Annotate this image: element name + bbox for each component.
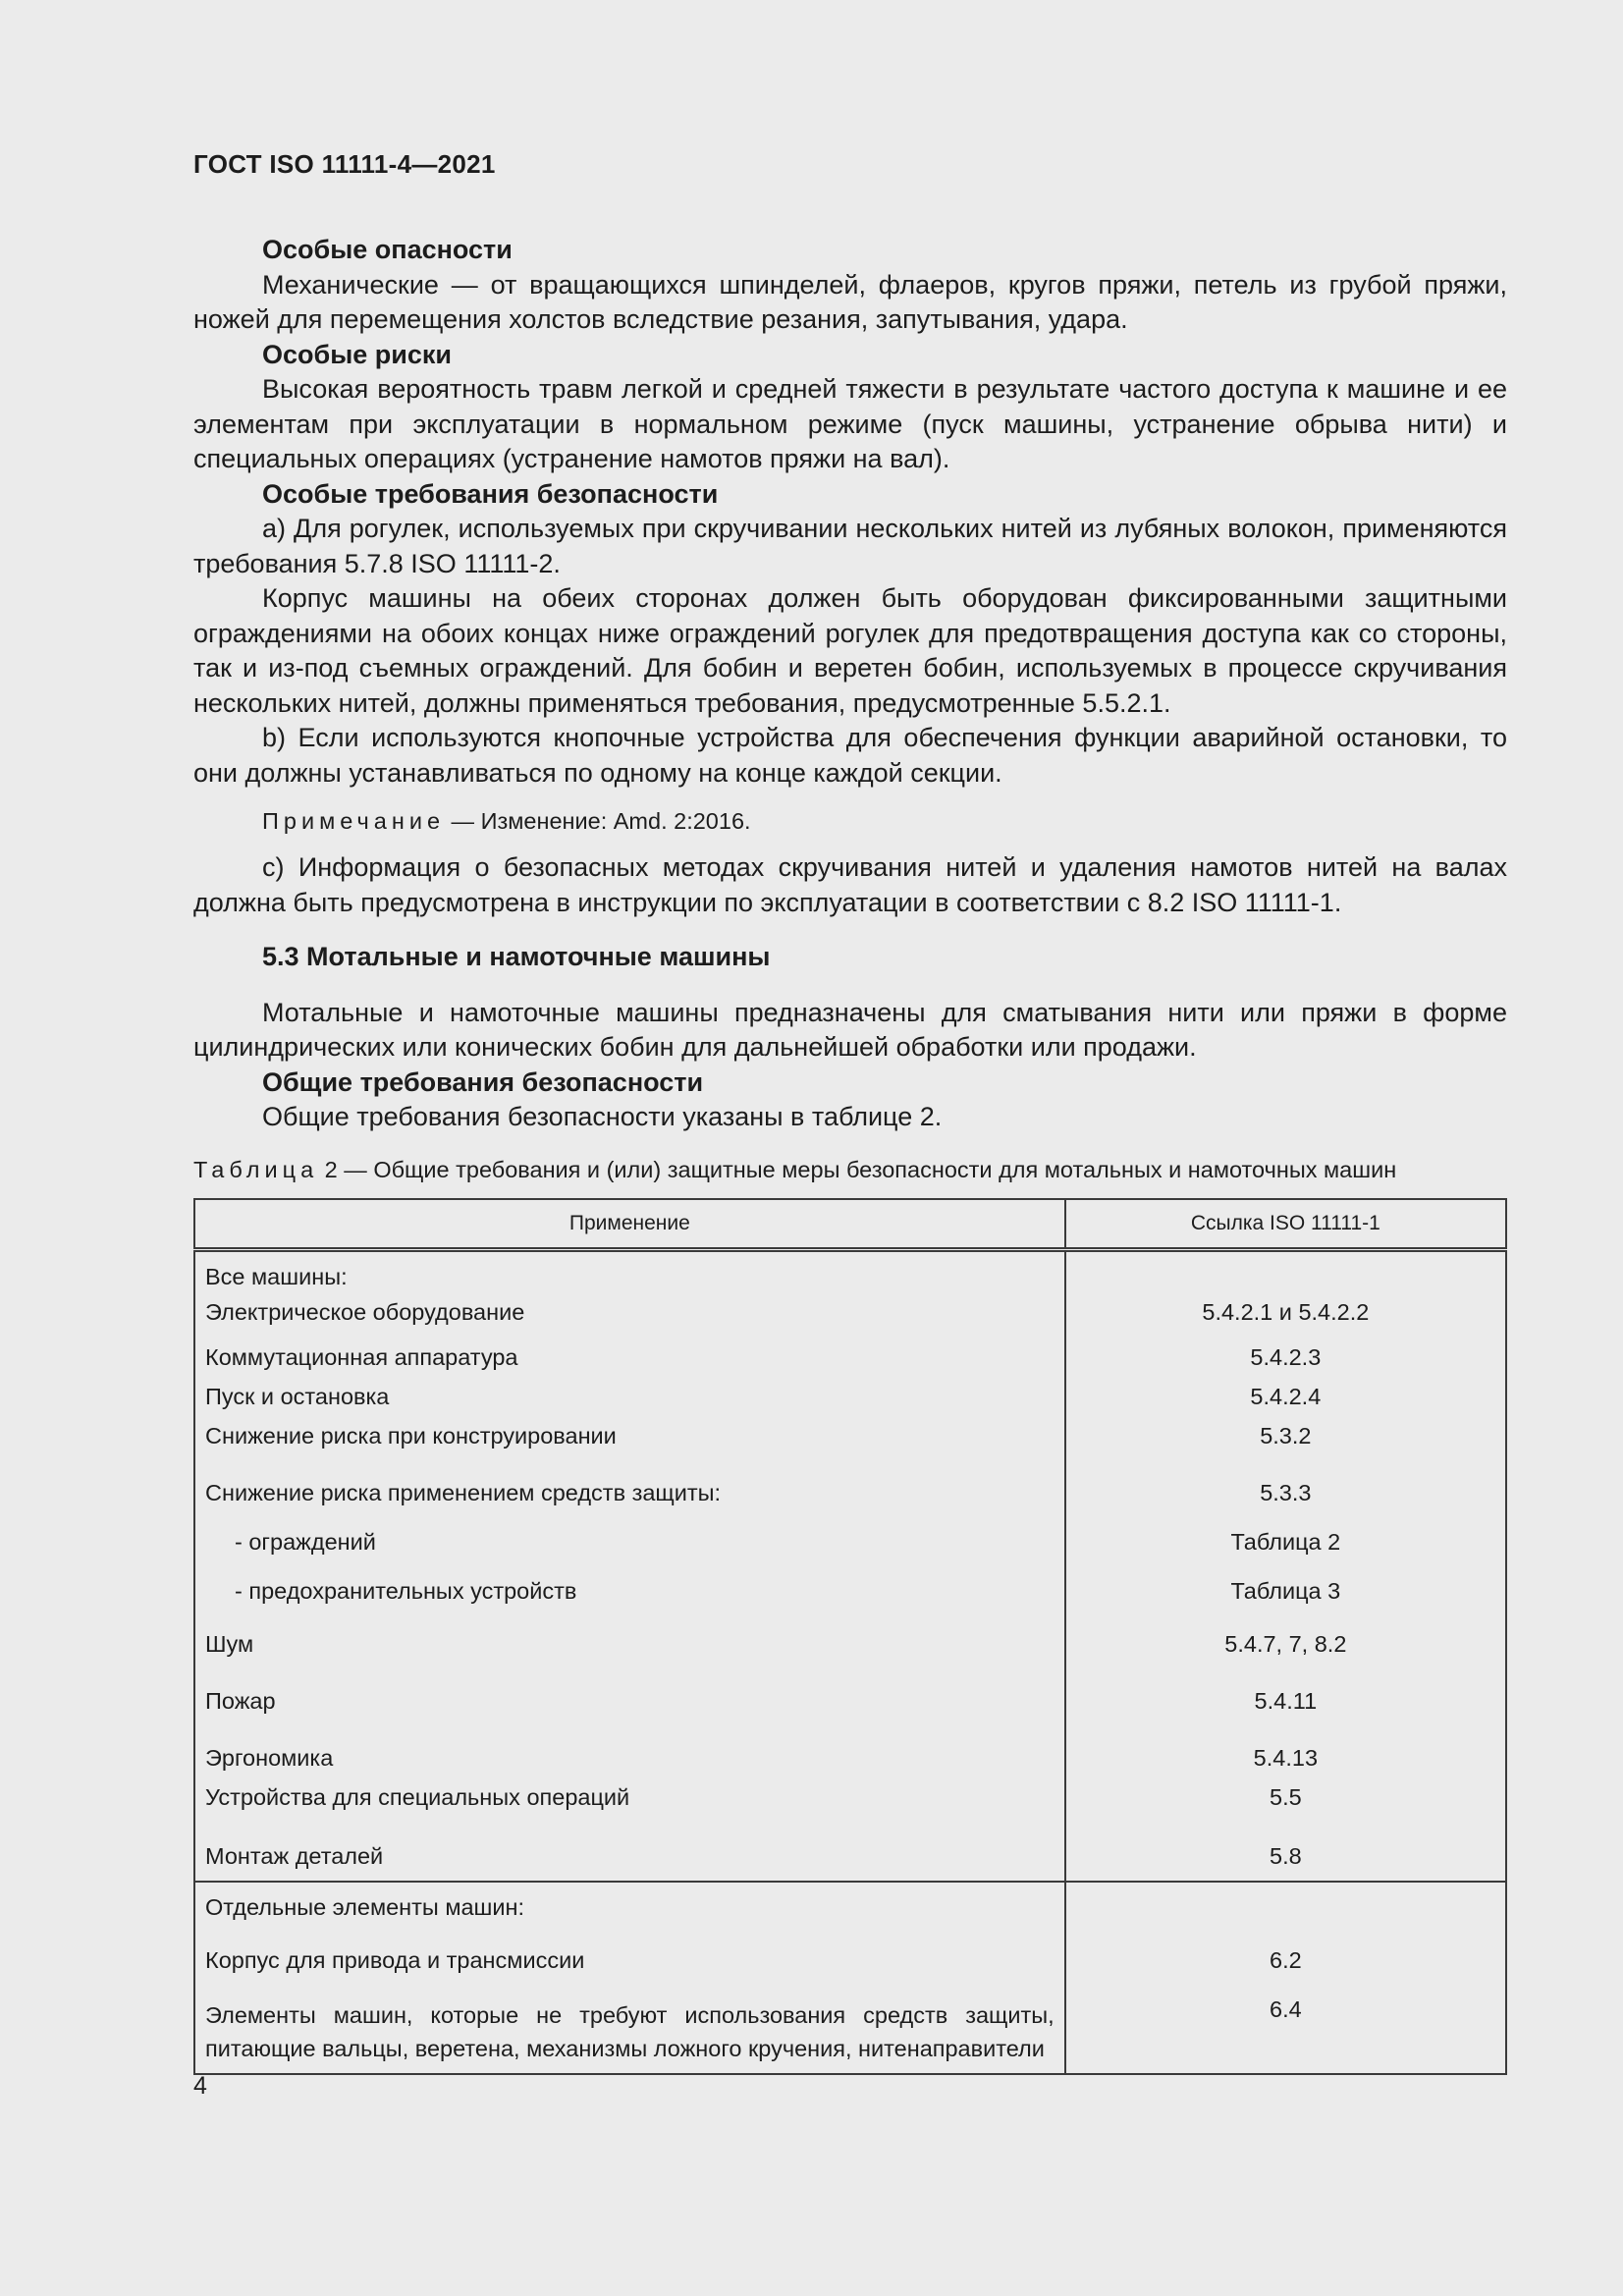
paragraph-special-hazards: Механические — от вращающихся шпинделей, флаеров, кругов пряжи, петель из грубой пряжи, ножей для перемещения холстов вследствие резания, запутывания, удара. — [193, 269, 1507, 334]
reference-text: 5.4.11 — [1254, 1687, 1318, 1714]
table-group-machine-elements — [194, 1882, 1506, 2074]
reference-text: Таблица 3 — [1230, 1577, 1341, 1604]
reference-text: 5.8 — [1270, 1842, 1302, 1869]
application-text: Элементы машин, которые не требуют использования средств защиты, питающие вальцы, веретена, механизмы ложного кручения, нитенаправители — [205, 2001, 1055, 2061]
column-header-application: Применение — [194, 1199, 1065, 1250]
application-text: Пожар — [205, 1687, 276, 1714]
page-number: 4 — [193, 2072, 207, 2100]
application-text: Пуск и остановка — [205, 1383, 390, 1409]
heading-special-risks: Особые риски — [262, 339, 452, 369]
paragraph-body-guards: Корпус машины на обеих сторонах должен быть оборудован фиксированными защитными ограждениями на обоих концах ниже ограждений рогулек для предотвращения доступа как со стороны, так и из-под съемных ограждений. Для бобин и веретен бобин, используемых в процессе скручивания нескольких нитей, должны применяться требования, предусмотренные 5.5.2.1. — [193, 583, 1507, 718]
column-header-reference: Ссылка ISO 11111-1 — [1065, 1199, 1506, 1250]
table-caption-label: Таблица — [193, 1156, 319, 1182]
table-caption — [193, 1155, 1507, 1184]
reference-text: 5.4.2.3 — [1250, 1343, 1322, 1370]
note-label: Примечание — [262, 808, 446, 834]
paragraph-item-c: c) Информация о безопасных методах скручивания нитей и удаления намотов нитей на валах должна быть предусмотрена в инструкции по эксплуатации в соответствии с 8.2 ISO 11111-1. — [193, 852, 1507, 917]
application-text: Коммутационная аппаратура — [205, 1343, 518, 1370]
table-header-row — [194, 1199, 1506, 1250]
reference-text: 5.3.3 — [1260, 1479, 1312, 1505]
group-title: Отдельные элементы машин: — [205, 1893, 525, 1920]
application-text: Снижение риска применением средств защиты: — [205, 1479, 722, 1505]
reference-spacer — [1076, 1260, 1495, 1293]
reference-text: 6.2 — [1270, 1946, 1302, 1973]
reference-text: 5.4.7, 7, 8.2 — [1224, 1630, 1347, 1657]
application-text: Эргономика — [205, 1744, 334, 1771]
application-cell-group2 — [194, 1882, 1065, 2074]
table-caption-text: 2 — Общие требования и (или) защитные меры безопасности для мотальных и намоточных машин — [318, 1156, 1397, 1182]
section-title: 5.3 Мотальные и намоточные машины — [262, 942, 771, 971]
reference-cell-group2 — [1065, 1882, 1506, 2074]
paragraph-item-a: а) Для рогулек, используемых при скручивании нескольких нитей из лубяных волокон, применяются требования 5.7.8 ISO 11111-2. — [193, 514, 1507, 578]
heading-special-hazards: Особые опасности — [262, 235, 513, 264]
reference-spacer — [1076, 1890, 1495, 1924]
note — [193, 804, 1507, 839]
reference-text: 5.4.2.1 и 5.4.2.2 — [1202, 1298, 1370, 1325]
paragraph-special-risks: Высокая вероятность травм легкой и средней тяжести в результате частого доступа к машине и ее элементам при эксплуатации в нормальном режиме (пуск машины, устранение обрыва нити) и специальных операциях (устранение намотов пряжи на вал). — [193, 374, 1507, 473]
application-text: Электрическое оборудование — [205, 1298, 525, 1325]
reference-text: 5.4.13 — [1253, 1744, 1319, 1771]
requirements-table — [193, 1198, 1507, 2075]
application-text: Шум — [205, 1630, 254, 1657]
application-text: Корпус для привода и трансмиссии — [205, 1946, 585, 1973]
note-text: — Изменение: Amd. 2:2016. — [445, 808, 751, 834]
group-title: Все машины: — [205, 1263, 348, 1289]
application-cell-group1 — [194, 1249, 1065, 1882]
paragraph-general-requirements: Общие требования безопасности указаны в таблице 2. — [262, 1102, 943, 1131]
heading-general-requirements: Общие требования безопасности — [262, 1066, 704, 1097]
paragraph-item-b: b) Если используются кнопочные устройства для обеспечения функции аварийной остановки, то они должны устанавливаться по одному на конце каждой секции. — [193, 723, 1507, 788]
reference-text: 5.4.2.4 — [1250, 1383, 1322, 1409]
reference-text: 5.3.2 — [1260, 1422, 1312, 1449]
heading-special-requirements: Особые требования безопасности — [262, 478, 719, 509]
reference-cell-group1 — [1065, 1249, 1506, 1882]
document-header: ГОСТ ISO 11111-4—2021 — [193, 149, 496, 179]
reference-text: Таблица 2 — [1230, 1528, 1341, 1555]
application-text: Монтаж деталей — [205, 1842, 384, 1869]
reference-text: 5.5 — [1270, 1783, 1302, 1810]
application-text: - предохранительных устройств — [235, 1577, 577, 1604]
table-group-all-machines — [194, 1249, 1506, 1882]
reference-text: 6.4 — [1270, 1995, 1302, 2022]
application-text: - ограждений — [235, 1528, 376, 1555]
application-text: Устройства для специальных операций — [205, 1783, 630, 1810]
application-text: Снижение риска при конструировании — [205, 1422, 617, 1449]
paragraph-section-intro: Мотальные и намоточные машины предназначены для сматывания нити или пряжи в форме цилиндрических или конических бобин для дальнейшей обработки или продажи. — [193, 997, 1507, 1062]
